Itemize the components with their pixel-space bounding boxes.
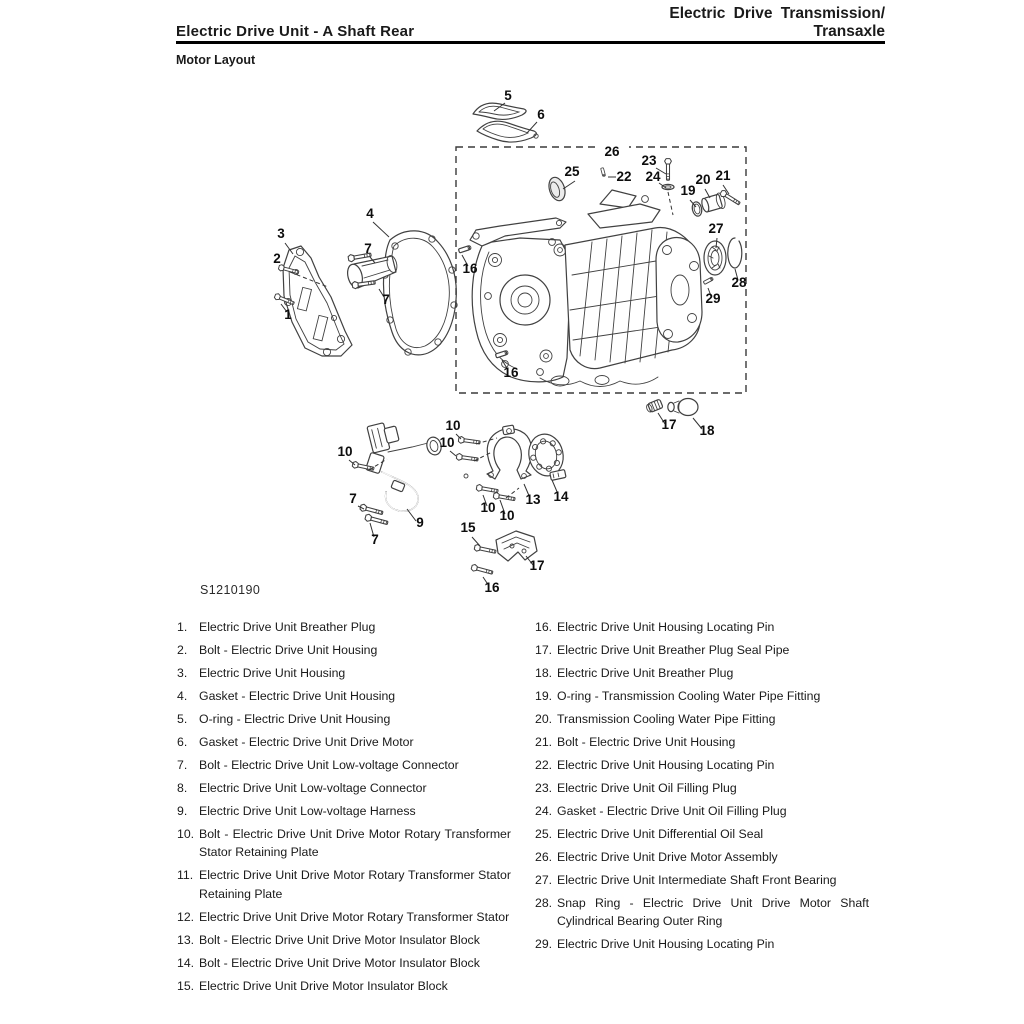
part-locating-pin-22 [601,168,606,177]
item-number: 4. [177,689,188,703]
part-bolt-13-14 [474,544,497,555]
parts-list-item [535,710,891,728]
item-text: Bolt - Electric Drive Unit Low-voltage Connector [199,758,459,772]
part-differential-oil-seal-25 [546,175,568,202]
figure-code: S1210190 [200,583,261,597]
parts-list-item [535,664,891,682]
item-text: Electric Drive Unit Breather Plug [557,666,734,680]
callout-23: 23 [641,153,657,168]
parts-list-item [535,894,891,931]
part-breather-seal-pipe-17 [645,399,663,413]
item-text: Gasket - Electric Drive Unit Housing [199,689,396,703]
callout-10: 10 [499,508,515,523]
callout-17: 17 [661,417,677,432]
parts-list-item [535,687,891,705]
callout-24: 24 [645,169,661,184]
parts-list-item [177,756,529,774]
item-text: Electric Drive Unit Drive Motor Assembly [557,850,778,864]
item-text: Electric Drive Unit Housing Locating Pin [557,937,775,952]
item-text: Gasket - Electric Drive Unit Oil Filling Plug [557,804,787,818]
parts-list-item [177,931,529,949]
callout-16: 16 [462,261,478,276]
parts-list-item [177,710,529,728]
part-bolt-16c [471,564,494,576]
item-text: Electric Drive Unit Intermediate Shaft Front Bearing [557,873,837,887]
leader-line [506,488,519,498]
callout-5: 5 [504,88,512,103]
parts-list-item [177,618,529,636]
leader-line [450,451,456,456]
item-number: 24. [535,804,553,818]
callout-13: 13 [525,492,541,507]
parts-list-item [535,641,891,659]
callout-14: 14 [553,489,569,504]
callout-20: 20 [695,172,711,187]
item-number: 5. [177,712,188,726]
parts-list-item [535,756,891,774]
leader-line [407,509,416,521]
item-number: 18. [535,666,553,680]
item-number: 26. [535,850,553,864]
parts-list-item [177,687,529,705]
item-number: 12. [177,909,195,924]
section-title: Electric Drive Unit - A Shaft Rear [176,23,415,40]
callout-10: 10 [480,500,496,515]
part-low-voltage-harness-9 [366,420,444,511]
item-number: 21. [535,735,553,749]
part-snap-ring-28 [728,238,742,268]
item-text: Electric Drive Unit Breather Plug [199,620,376,634]
item-text: O-ring - Transmission Cooling Water Pipe Fitting [557,689,821,703]
parts-list-item [535,618,891,636]
parts-list-item [535,802,891,820]
callout-9: 9 [416,515,424,530]
callout-15: 15 [460,520,476,535]
parts-list-item [177,733,529,751]
part-stator-retaining-plate-13 [464,425,532,479]
parts-list-item [535,848,891,866]
item-number: 9. [177,804,188,818]
item-number: 8. [177,781,188,795]
part-locating-pin-29 [703,277,713,284]
item-text: Bolt - Electric Drive Unit Drive Motor Insulator Block [199,932,480,947]
item-text: Electric Drive Unit Drive Motor Insulator Block [199,978,448,993]
callout-18: 18 [699,423,715,438]
parts-list-item [177,866,529,903]
callout-16: 16 [503,365,519,380]
item-text: Transmission Cooling Water Pipe Fitting [557,712,776,726]
callout-10: 10 [337,444,353,459]
part-bolt-10b [458,436,480,446]
item-number: 1. [177,620,188,634]
callout-7: 7 [349,491,357,506]
callout-10: 10 [439,435,455,450]
callout-26: 26 [604,144,620,159]
parts-list-item [177,664,529,682]
item-text: Electric Drive Unit Differential Oil Seal [557,827,764,841]
item-text: Electric Drive Unit Housing Locating Pin [557,620,775,634]
callout-16: 16 [484,580,500,595]
item-text: Snap Ring - Electric Drive Unit Drive Motor Shaft Cylindrical Bearing Outer Ring [557,896,869,929]
parts-list-item [177,641,529,659]
callout-7: 7 [371,532,379,547]
parts-list-item [177,908,529,926]
item-text: Electric Drive Unit Drive Motor Rotary Transformer Stator [199,909,510,924]
part-oil-filling-plug-23 [665,159,672,181]
callout-7: 7 [364,241,372,256]
item-number: 10. [177,827,195,841]
part-housing-cover-3 [283,246,352,356]
item-text: Gasket - Electric Drive Unit Drive Motor [199,735,414,749]
part-locating-pin-16a [458,245,471,253]
item-number: 2. [177,643,188,657]
callout-22: 22 [616,169,632,184]
leader-line [373,222,389,237]
item-text: Bolt - Electric Drive Unit Housing [557,735,736,749]
leader-line [668,192,673,215]
item-text: Electric Drive Unit Low-voltage Connector [199,781,427,795]
parts-list-item [177,802,529,820]
callout-27: 27 [708,221,724,236]
item-number: 11. [177,868,194,883]
callout-10: 10 [445,418,461,433]
item-text: O-ring - Electric Drive Unit Housing [199,712,391,726]
part-breather-plug-18 [668,399,698,416]
item-number: 29. [535,937,553,952]
callout-28: 28 [731,275,747,290]
leader-line [705,189,710,198]
item-number: 13. [177,932,195,947]
part-bolt-21 [719,189,741,206]
parts-list-item [535,825,891,843]
item-number: 28. [535,896,553,910]
item-number: 14. [177,955,195,970]
item-text: Bolt - Electric Drive Unit Housing [199,643,378,657]
item-text: Electric Drive Unit Breather Plug Seal Pipe [557,643,790,657]
parts-list-item [177,977,529,995]
parts-list-right [535,618,891,958]
callout-3: 3 [277,226,285,241]
callout-2: 2 [273,251,281,266]
item-number: 22. [535,758,553,772]
item-number: 20. [535,712,553,726]
parts-list-item [535,779,891,797]
item-text: Bolt - Electric Drive Unit Drive Motor Rotary Transformer Stator Retaining Plate [199,827,511,860]
part-insulator-block-15 [496,531,537,561]
document-title-line1: Electric Drive Transmission/ [669,5,885,22]
callout-17: 17 [529,558,545,573]
parts-list-left [177,618,529,1000]
item-number: 7. [177,758,188,772]
item-number: 19. [535,689,553,703]
callout-29: 29 [705,291,721,306]
item-number: 15. [177,978,195,993]
item-number: 23. [535,781,553,795]
callout-21: 21 [715,168,731,183]
parts-list-item [177,954,529,972]
part-front-bearing-27 [704,241,726,275]
item-text: Electric Drive Unit Drive Motor Rotary Transformer Stator Retaining Plate [199,868,511,901]
item-text: Electric Drive Unit Housing Locating Pin [557,758,775,772]
item-text: Electric Drive Unit Oil Filling Plug [557,781,737,795]
item-number: 25. [535,827,553,841]
parts-list-item [535,935,891,953]
item-text: Electric Drive Unit Housing [199,666,346,680]
parts-list-item [177,825,529,862]
item-number: 6. [177,735,188,749]
item-number: 27. [535,873,553,887]
parts-list-item [535,733,891,751]
item-number: 3. [177,666,188,680]
part-drive-motor-assembly [470,190,702,387]
leader-line [563,181,575,189]
item-text: Electric Drive Unit Low-voltage Harness [199,804,416,818]
callout-1: 1 [284,307,292,322]
part-rotary-transformer-stator-14 [525,431,568,484]
callout-25: 25 [564,164,580,179]
subsection-title: Motor Layout [176,53,256,67]
item-number: 16. [535,620,553,634]
part-oring-housing-5 [473,103,526,119]
item-number: 17. [535,643,553,657]
callout-19: 19 [680,183,696,198]
parts-list-item [177,779,529,797]
item-text: Bolt - Electric Drive Unit Drive Motor Insulator Block [199,955,480,970]
part-housing-gasket-4 [382,231,457,355]
part-bolt-7c [360,504,384,517]
part-gasket-drive-motor-6 [477,121,538,142]
part-bolt-7d [365,514,389,527]
parts-list-item [535,871,891,889]
callout-4: 4 [366,206,374,221]
document-title-line2: Transaxle [813,23,885,40]
part-bolt-10c [456,453,478,463]
callout-6: 6 [537,107,545,122]
callout-7: 7 [382,292,390,307]
